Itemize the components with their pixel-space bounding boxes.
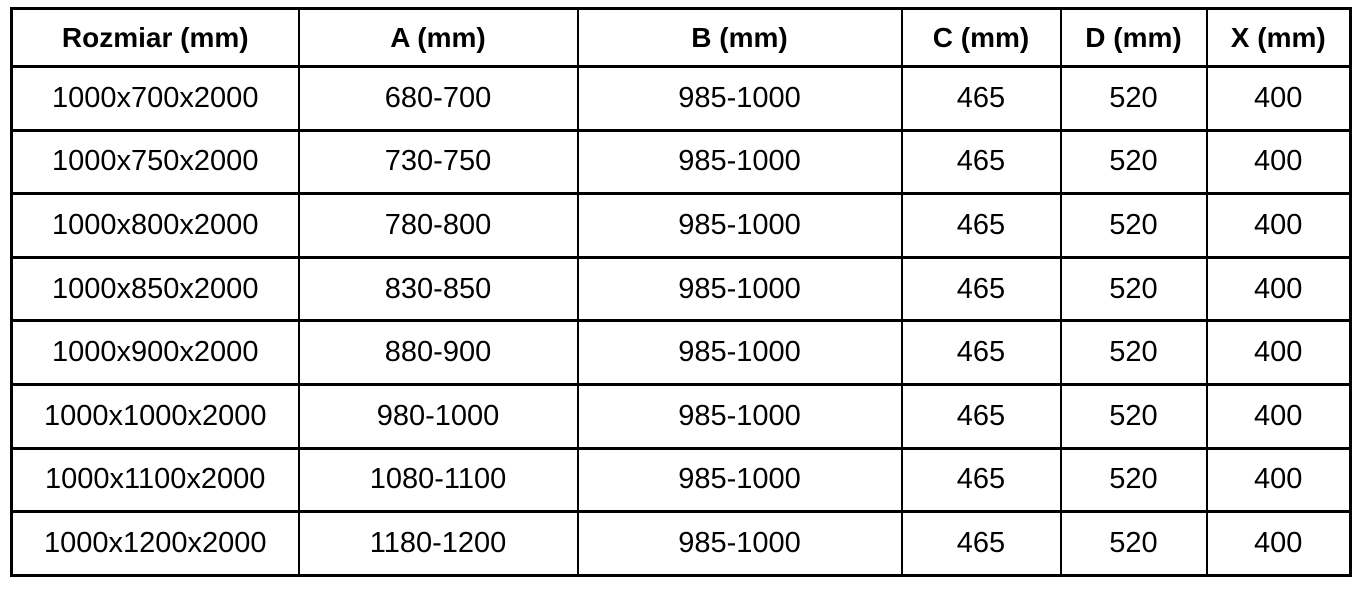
table-cell: 465 bbox=[902, 67, 1061, 131]
table-cell: 465 bbox=[902, 448, 1061, 512]
column-header: Rozmiar (mm) bbox=[12, 9, 299, 67]
column-header: D (mm) bbox=[1061, 9, 1207, 67]
table-cell: 400 bbox=[1207, 512, 1351, 576]
table-cell: 520 bbox=[1061, 448, 1207, 512]
table-row bbox=[12, 512, 1351, 576]
column-header: A (mm) bbox=[299, 9, 578, 67]
table-cell: 1000x1100x2000 bbox=[12, 448, 299, 512]
table-cell: 465 bbox=[902, 257, 1061, 321]
size-dimensions-table bbox=[10, 7, 1352, 577]
table-cell: 1000x850x2000 bbox=[12, 257, 299, 321]
table-cell: 400 bbox=[1207, 448, 1351, 512]
table-cell: 830-850 bbox=[299, 257, 578, 321]
header-row bbox=[12, 9, 1351, 67]
table-body bbox=[12, 67, 1351, 576]
table-header bbox=[12, 9, 1351, 67]
table-cell: 465 bbox=[902, 321, 1061, 385]
table-cell: 400 bbox=[1207, 130, 1351, 194]
table-cell: 400 bbox=[1207, 321, 1351, 385]
table-cell: 465 bbox=[902, 130, 1061, 194]
table-cell: 1000x800x2000 bbox=[12, 194, 299, 258]
table-cell: 980-1000 bbox=[299, 384, 578, 448]
table-cell: 1180-1200 bbox=[299, 512, 578, 576]
table-cell: 985-1000 bbox=[578, 194, 902, 258]
table-cell: 730-750 bbox=[299, 130, 578, 194]
table-cell: 1000x900x2000 bbox=[12, 321, 299, 385]
table-cell: 985-1000 bbox=[578, 512, 902, 576]
table-row bbox=[12, 384, 1351, 448]
table-cell: 520 bbox=[1061, 512, 1207, 576]
table-row bbox=[12, 448, 1351, 512]
table-cell: 400 bbox=[1207, 257, 1351, 321]
column-header: C (mm) bbox=[902, 9, 1061, 67]
table-cell: 1080-1100 bbox=[299, 448, 578, 512]
table-cell: 520 bbox=[1061, 321, 1207, 385]
table-cell: 400 bbox=[1207, 194, 1351, 258]
table-cell: 400 bbox=[1207, 384, 1351, 448]
table-cell: 465 bbox=[902, 512, 1061, 576]
table-row bbox=[12, 321, 1351, 385]
table-cell: 780-800 bbox=[299, 194, 578, 258]
column-header: B (mm) bbox=[578, 9, 902, 67]
table-cell: 985-1000 bbox=[578, 67, 902, 131]
table-row bbox=[12, 130, 1351, 194]
table-row bbox=[12, 257, 1351, 321]
table-cell: 520 bbox=[1061, 384, 1207, 448]
table-cell: 520 bbox=[1061, 67, 1207, 131]
table-cell: 985-1000 bbox=[578, 130, 902, 194]
table-cell: 880-900 bbox=[299, 321, 578, 385]
table-cell: 985-1000 bbox=[578, 321, 902, 385]
table-cell: 680-700 bbox=[299, 67, 578, 131]
table-cell: 520 bbox=[1061, 194, 1207, 258]
table-row bbox=[12, 67, 1351, 131]
table-cell: 1000x750x2000 bbox=[12, 130, 299, 194]
table-cell: 985-1000 bbox=[578, 448, 902, 512]
table-cell: 465 bbox=[902, 194, 1061, 258]
table-cell: 985-1000 bbox=[578, 384, 902, 448]
table-cell: 1000x1200x2000 bbox=[12, 512, 299, 576]
table-cell: 400 bbox=[1207, 67, 1351, 131]
table-cell: 1000x1000x2000 bbox=[12, 384, 299, 448]
table-cell: 520 bbox=[1061, 257, 1207, 321]
table-cell: 520 bbox=[1061, 130, 1207, 194]
table-cell: 465 bbox=[902, 384, 1061, 448]
table-cell: 1000x700x2000 bbox=[12, 67, 299, 131]
column-header: X (mm) bbox=[1207, 9, 1351, 67]
table-row bbox=[12, 194, 1351, 258]
table-cell: 985-1000 bbox=[578, 257, 902, 321]
